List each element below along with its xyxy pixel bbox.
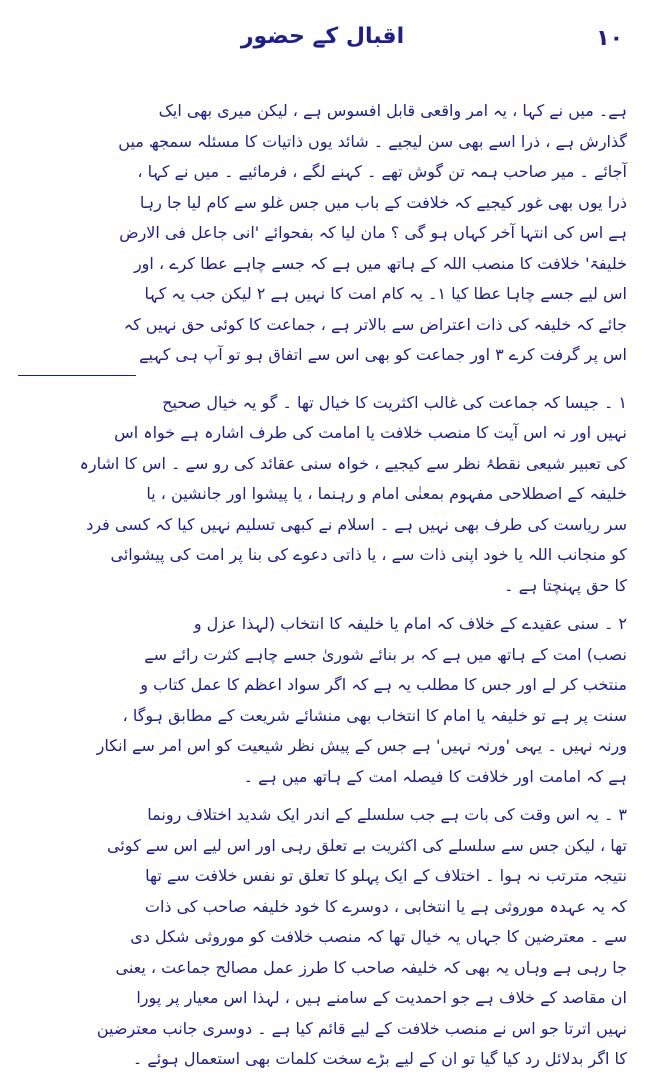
footnote-line: کی تعبیر شیعی نقطۂ نظر سے کیجیے ، خواہ سنی عقائد کی رو سے ۔ اس کا اشارہ [79, 453, 627, 473]
text-line: اس لیے جسے چاہا عطا کیا ۱۔ یہ کام امت کا نہیں ہے ۲ لیکن جب یہ کہا [144, 284, 627, 303]
footnote-line: ہے کہ امامت اور خلافت کا فیصلہ امت کے ہاتھ میں ہے ۔ [243, 766, 627, 786]
page-title: اقبال کے حضور [240, 24, 405, 49]
text-line: ہے اس کی انتہا آخر کہاں ہو گی ؟ مان لیا کہ بفحوائے 'انی جاعل فی الارض [119, 223, 627, 242]
footnote-line: خلیفہ کے اصطلاحی مفہوم بمعنٰی امام و رہنما ، یا پیشوا اور جانشین ، یا [146, 484, 627, 503]
spacer [18, 792, 627, 800]
footnote-1 [18, 388, 627, 602]
spacer [18, 601, 627, 609]
text-line: اس پر گرفت کرے ۳ اور جماعت کو بھی اس سے اتفاق ہو تو آپ ہی کہیے [139, 345, 627, 364]
footnote-line: ۱ ۔ جیسا کہ جماعت کی غالب اکثریت کا خیال تھا ۔ گو یہ خیال صحیح [162, 392, 627, 412]
footnote-line: ۲ ۔ سنی عقیدے کے خلاف کہ امام یا خلیفہ کا انتخاب (لہذا عزل و [193, 614, 627, 633]
footnote-line: کہ یہ عہدہ موروثی ہے یا انتخابی ، دوسرے کا خود خلیفہ صاحب کی ذات [144, 896, 627, 916]
footnote-line: کا اگر بدلائل رد کیا گیا تو ان کے لیے بڑے سخت کلمات بھی استعمال ہوئے ۔ [132, 1049, 627, 1068]
footnote-3 [18, 800, 627, 1075]
footnote-line: سنت پر ہے تو خلیفہ یا امام کا انتخاب بھی منشائے شریعت کے مطابق ہوگا ، [122, 705, 627, 725]
text-line: آجائے ۔ میر صاحب ہمہ تن گوش تھے ۔ کہنے لگے ، فرمائیے ۔ میں نے کہا ، [137, 162, 627, 181]
footnote-line: نہیں اور نہ اس آیت کا منصب خلافت یا امامت کی طرف اشارہ ہے خواہ اس [114, 423, 627, 442]
footnote-line: تھا ، لیکن جس سے سلسلے کی اکثریت بے تعلق رہی اور اس لیے اس سے کوئی [107, 835, 627, 855]
main-paragraph [18, 96, 627, 371]
footnote-line: ۳ ۔ یہ اس وقت کی بات ہے جب سلسلے کے اندر ایک شدید اختلاف رونما [147, 805, 627, 824]
footnote-line: نصب) امت کے ہاتھ میں ہے کہ بر بنائے شوریٰ جسے چاہے کثرت رائے سے [144, 644, 627, 664]
page-header [18, 18, 627, 60]
footnote-line: کو منجانب اللہ یا خود اپنی ذات سے ، یا ذاتی دعوے کی بنا پر امت کی پیشوائی [110, 545, 627, 564]
footnote-line: ان مقاصد کے خلاف ہے جو احمدیت کے سامنے ہیں ، لہذا اس معیار پر پورا [136, 988, 627, 1007]
text-line: جائے کہ خلیفہ کی ذات اعتراض سے بالاتر ہے ، جماعت کا کوئی حق نہیں کہ [123, 314, 627, 334]
footnote-line: منتخب کر لے اور جس کا مطلب یہ ہے کہ اگر سواد اعظم کا عمل کتاب و [140, 675, 627, 694]
footnote-line: نہیں اترتا جو اس نے منصب خلافت کے لیے قائم کیا ہے ۔ دوسری جانب معترضین [96, 1018, 627, 1038]
footnote-line: سر ریاست کی طرف بھی نہیں ہے ۔ اسلام نے کبھی تسلیم نہیں کیا کہ کسی فرد [86, 514, 627, 534]
footnote-2 [18, 609, 627, 792]
text-line: ذرا یوں بھی غور کیجیے کہ خلافت کے باب میں جس غلو سے کام لیا جا رہا [139, 192, 627, 212]
text-line: گذارش ہے ، ذرا اسے بھی سن لیجیے ۔ شائد یوں ذاتیات کا مسئلہ سمجھ میں [118, 131, 627, 151]
footnote-divider [18, 375, 136, 376]
footnote-line: نتیجہ مترتب نہ ہوا ۔ اختلاف کے ایک پہلو کا تعلق تو نفس خلافت سے تھا [145, 866, 627, 885]
footnote-line: ورنہ نہیں ۔ یہی 'ورنہ نہیں' ہے جس کے پیش نظر شیعیت کو اس امر سے انکار [96, 736, 627, 755]
text-line: ہے۔ میں نے کہا ، یہ امر واقعی قابل افسوس ہے ، لیکن میری بھی ایک [158, 101, 627, 120]
text-line: خلیفۃ' خلافت کا منصب اللہ کے ہاتھ میں ہے کہ جسے چاہے عطا کرے ، اور [133, 253, 627, 273]
page-number: ۱۰ [596, 26, 623, 51]
footnote-line: سے ۔ معترضین کا جہاں یہ خیال تھا کہ منصب خلافت کو موروثی شکل دی [130, 927, 627, 946]
footnotes [18, 388, 627, 1075]
footnote-line: کا حق پہنچتا ہے ۔ [504, 575, 627, 595]
footnote-line: جا رہی ہے وہاں یہ بھی کہ خلیفہ صاحب کا طرز عمل مصالح جماعت ، یعنی [115, 957, 627, 977]
